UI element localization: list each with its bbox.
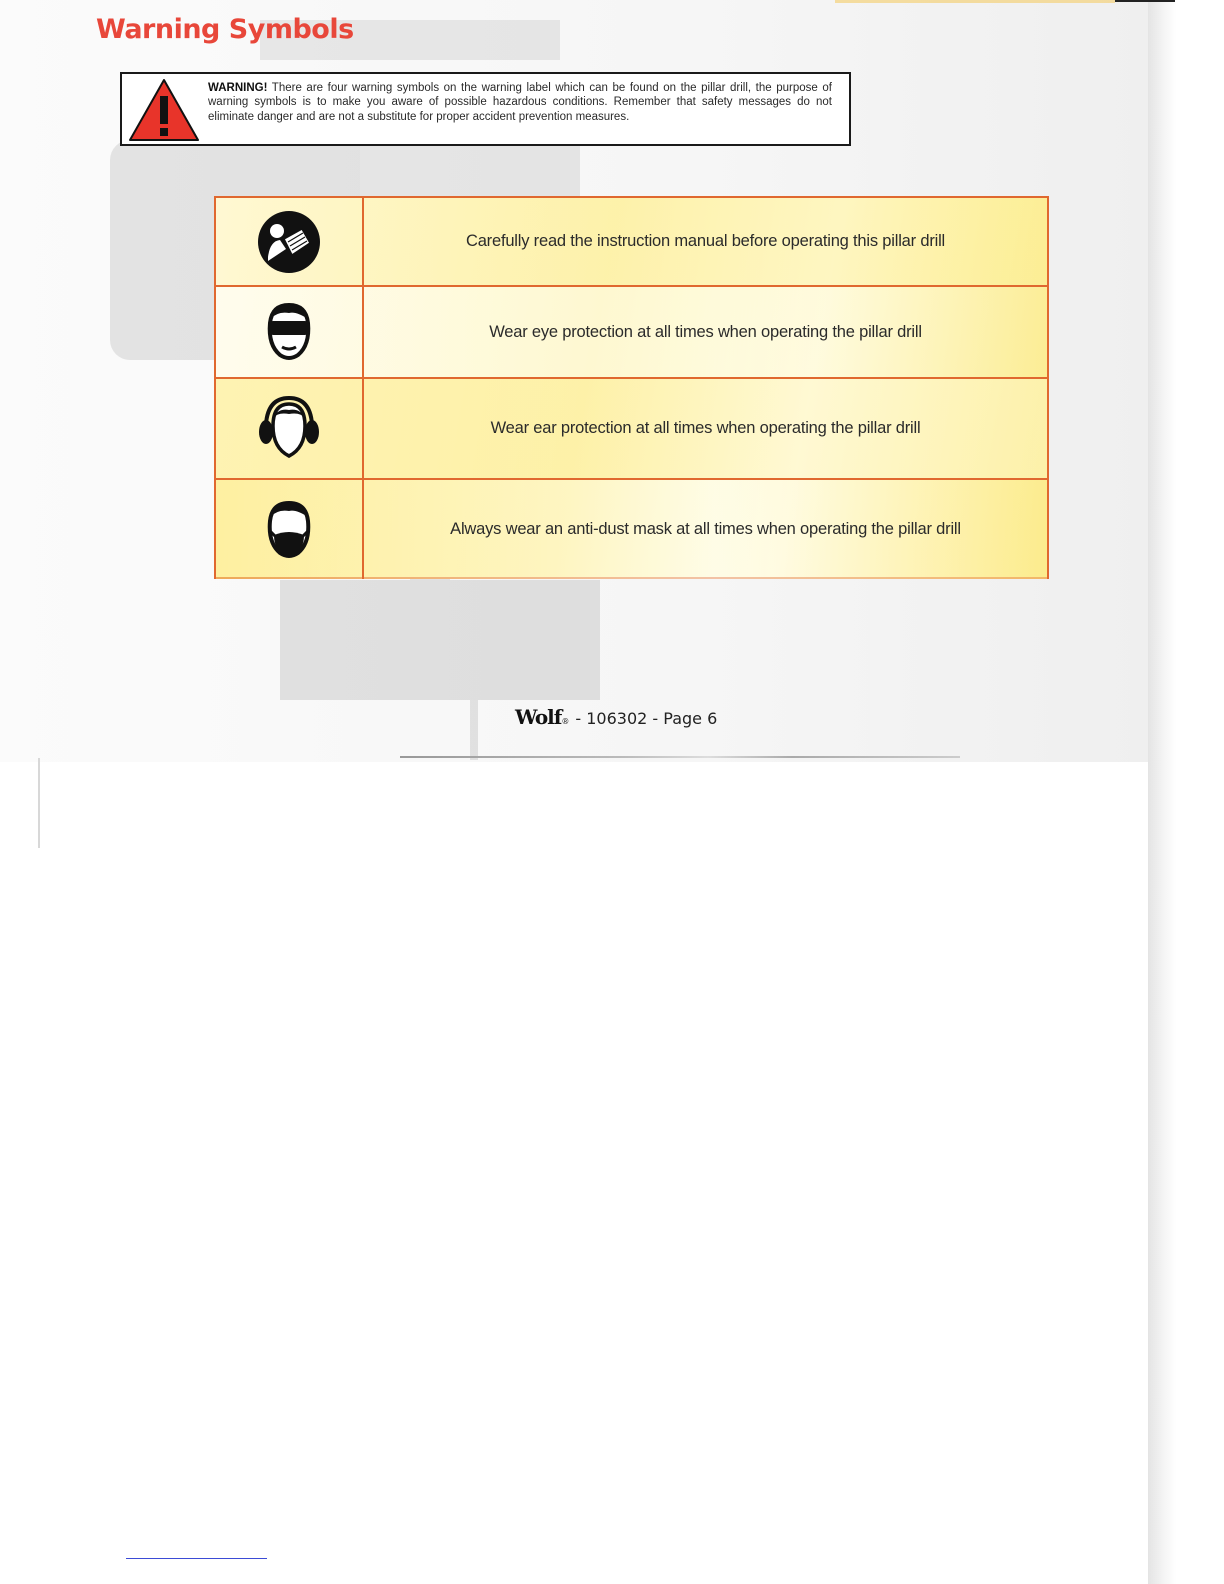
symbol-row — [216, 287, 1047, 379]
page-footer — [515, 705, 717, 729]
symbol-text: Always wear an anti-dust mask at all times when operating the pillar drill — [450, 520, 961, 538]
read-manual-icon — [256, 209, 322, 275]
symbol-row — [216, 480, 1047, 579]
top-accent-rule — [835, 0, 1115, 3]
scan-artifact-line — [38, 758, 40, 848]
warning-triangle-icon — [128, 78, 200, 142]
footer-page-text: - 106302 - Page 6 — [575, 709, 718, 728]
symbol-text: Carefully read the instruction manual before operating this pillar drill — [465, 232, 946, 250]
symbol-row — [216, 198, 1047, 287]
symbol-icon-cell — [216, 480, 364, 579]
page-bottom-edge — [400, 756, 960, 758]
symbol-text: Wear ear protection at all times when operating the pillar drill — [490, 419, 921, 437]
ear-protection-icon — [256, 396, 322, 462]
symbol-icon-cell — [216, 379, 364, 478]
symbol-icon-cell — [216, 198, 364, 285]
registered-mark: ® — [561, 717, 570, 726]
page-title: Warning Symbols — [96, 14, 354, 45]
bottom-underline — [126, 1558, 267, 1559]
warning-body: There are four warning symbols on the warning label which can be found on the pillar drill, the purpose of warning symbols is to make you aware of possible hazardous conditions. Remember that safety messages do not eliminate danger and are not a substitute for proper accident prevention measures. — [208, 82, 832, 123]
brand-logo: Wolf — [515, 705, 562, 729]
warning-symbols-table — [214, 196, 1049, 579]
eye-protection-icon — [256, 299, 322, 365]
warning-notice — [120, 72, 851, 146]
symbol-row — [216, 379, 1047, 480]
dust-mask-icon — [256, 497, 322, 563]
top-black-rule — [1115, 0, 1175, 2]
page-edge-shadow — [1148, 0, 1176, 1584]
warning-text — [208, 81, 832, 124]
symbol-icon-cell — [216, 287, 364, 377]
warning-lead: WARNING! — [208, 82, 268, 94]
symbol-text: Wear eye protection at all times when operating the pillar drill — [489, 322, 922, 341]
